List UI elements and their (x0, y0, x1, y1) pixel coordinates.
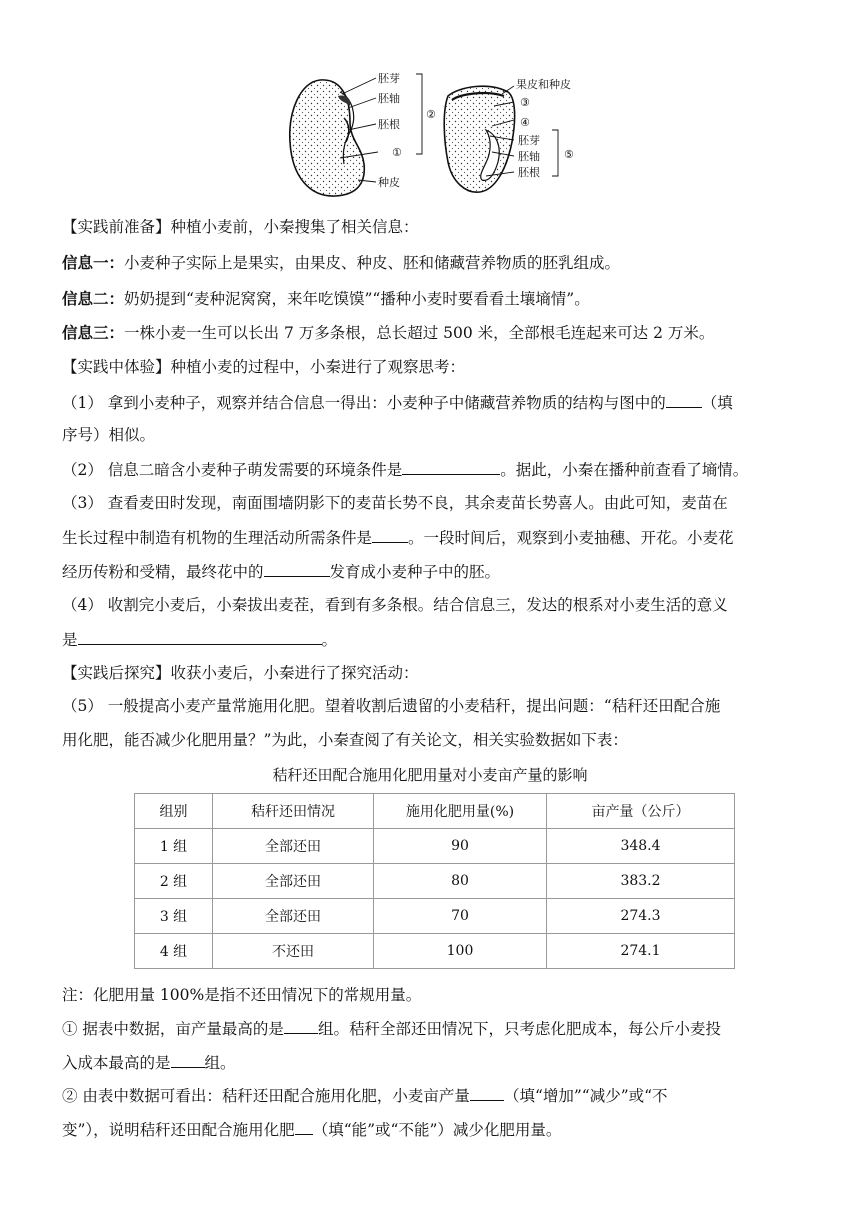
q3-text-a: （3） 查看麦田时发现，南面围墙阴影下的麦苗长势不良，其余麦苗长势喜人。由此可知，麦苗在 (62, 494, 728, 512)
wheat-label-hypocotyl: 胚轴 (518, 150, 540, 163)
cell-fertilizer: 70 (374, 899, 547, 934)
q4-line-1 (62, 596, 728, 615)
q4-text-b: 是 (62, 631, 78, 649)
bean-label-plumule: 胚芽 (378, 72, 400, 85)
header-fertilizer: 施用化肥用量(%) (374, 794, 547, 829)
cell-yield: 383.2 (547, 864, 735, 899)
bean-label-hypocotyl: 胚轴 (378, 92, 400, 105)
bean-label-radicle: 胚根 (378, 118, 400, 131)
q1-text-a: （1） 拿到小麦种子，观察并结合信息一得出：小麦种子中储藏营养物质的结构与图中的 (62, 394, 666, 412)
s1-line-2 (62, 1053, 236, 1073)
after-intro-line (62, 664, 419, 683)
prep-intro: 种植小麦前，小秦搜集了相关信息： (170, 218, 419, 236)
wheat-label-pericarp: 果皮和种皮 (516, 78, 571, 91)
q4-text-c: 。 (321, 631, 338, 649)
cell-group: 3 组 (135, 899, 213, 934)
q2-text-a: （2） 信息二暗含小麦种子萌发需要的环境条件是 (62, 461, 403, 479)
header-straw: 秸秆还田情况 (213, 794, 374, 829)
cell-yield: 274.1 (547, 934, 735, 969)
wheat-label-plumule: 胚芽 (518, 134, 540, 147)
q1-line-1 (62, 393, 733, 413)
s1-text-d: 组。 (204, 1054, 236, 1072)
bean-seed-drawing (290, 80, 365, 196)
q2-line (62, 460, 748, 480)
bean-label-2: ② (426, 108, 436, 121)
info2-line (62, 290, 590, 309)
q5-line-2 (62, 731, 628, 750)
q3-text-c: 。一段时间后，观察到小麦抽穗、开花。小麦花 (408, 529, 734, 547)
cell-yield: 348.4 (547, 829, 735, 864)
q2-text-b: 。据此，小秦在播种前查看了墒情。 (500, 461, 749, 479)
q1-line-2 (62, 426, 155, 445)
s2-blank-1[interactable] (470, 1086, 504, 1101)
q4-blank[interactable] (78, 630, 322, 645)
q5-text-b: 用化肥，能否减少化肥用量？”为此，小秦查阅了有关论文，相关实验数据如下表： (62, 731, 628, 749)
q1-text-b: （填 (701, 394, 733, 412)
prep-intro-line (62, 218, 419, 237)
s1-text-a: ① 据表中数据，亩产量最高的是 (62, 1020, 284, 1038)
header-yield: 亩产量（公斤） (547, 794, 735, 829)
s1-text-b: 组。秸秆全部还田情况下，只考虑化肥成本，每公斤小麦投 (317, 1020, 721, 1038)
q2-blank[interactable] (402, 460, 500, 475)
q3-line-3 (62, 562, 500, 582)
during-intro: 种植小麦的过程中，小秦进行了观察思考： (170, 358, 466, 376)
wheat-label-4: ④ (520, 116, 530, 129)
cell-fertilizer: 80 (374, 864, 547, 899)
q3-line-1 (62, 494, 728, 513)
during-intro-line (62, 358, 465, 377)
bean-label-seedcoat: 种皮 (378, 176, 400, 189)
cell-straw: 不还田 (213, 934, 374, 969)
cell-fertilizer: 100 (374, 934, 547, 969)
q3-blank-1[interactable] (372, 528, 408, 543)
cell-group: 1 组 (135, 829, 213, 864)
s1-blank-1[interactable] (284, 1019, 318, 1034)
info2-label: 信息二： (62, 289, 125, 308)
info1-label: 信息一： (62, 253, 125, 272)
cell-group: 2 组 (135, 864, 213, 899)
table-row (135, 899, 735, 934)
cell-straw: 全部还田 (213, 864, 374, 899)
cell-yield: 274.3 (547, 899, 735, 934)
info1-text: 小麦种子实际上是果实，由果皮、种皮、胚和储藏营养物质的胚乳组成。 (124, 254, 621, 272)
s2-line-1 (62, 1086, 668, 1106)
during-tag: 【实践中体验】 (62, 358, 171, 376)
s2-blank-2[interactable] (295, 1120, 313, 1135)
table-title: 秸秆还田配合施用化肥用量对小麦亩产量的影响 (272, 766, 588, 784)
after-tag: 【实践后探究】 (62, 664, 171, 682)
q3-line-2 (62, 528, 734, 548)
q1-text-c: 序号）相似。 (62, 426, 156, 444)
cell-straw: 全部还田 (213, 829, 374, 864)
s2-text-b: （填“增加”“减少”或“不 (503, 1087, 668, 1105)
wheat-label-radicle: 胚根 (518, 166, 540, 179)
info1-line (62, 254, 620, 273)
note-text: 注：化肥用量 100%是指不还田情况下的常规用量。 (62, 986, 422, 1004)
wheat-label-5: ⑤ (564, 148, 574, 161)
s2-text-c: 变”），说明秸秆还田配合施用化肥 (62, 1121, 295, 1139)
q3-blank-2[interactable] (264, 562, 330, 577)
info3-text: 一株小麦一生可以长出 7 万多条根，总长超过 500 米，全部根毛连起来可达 2 万米。 (124, 324, 715, 342)
wheat-grain-drawing (444, 86, 514, 192)
table-row (135, 829, 735, 864)
note-line (62, 986, 421, 1005)
s2-line-2 (62, 1120, 561, 1140)
q5-text-a: （5） 一般提高小麦产量常施用化肥。望着收割后遗留的小麦秸秆，提出问题：“秸秆还田配合施 (62, 697, 721, 715)
q3-text-e: 发育成小麦种子中的胚。 (329, 563, 501, 581)
table-row (135, 864, 735, 899)
q1-blank[interactable] (666, 393, 702, 408)
wheat-label-3: ③ (520, 96, 530, 109)
q3-text-b: 生长过程中制造有机物的生理活动所需条件是 (62, 529, 373, 547)
info3-label: 信息三： (62, 323, 125, 342)
cell-fertilizer: 90 (374, 829, 547, 864)
s2-text-a: ② 由表中数据可看出：秸秆还田配合施用化肥，小麦亩产量 (62, 1087, 470, 1105)
cell-group: 4 组 (135, 934, 213, 969)
table-row (135, 934, 735, 969)
prep-tag: 【实践前准备】 (62, 218, 171, 236)
s1-text-c: 入成本最高的是 (62, 1054, 171, 1072)
yield-table (134, 793, 735, 969)
q3-text-d: 经历传粉和受精，最终花中的 (62, 563, 264, 581)
header-group: 组别 (135, 794, 213, 829)
cell-straw: 全部还田 (213, 899, 374, 934)
s2-text-d: （填“能”或“不能”）减少化肥用量。 (312, 1121, 562, 1139)
q5-line-1 (62, 697, 720, 716)
s1-blank-2[interactable] (171, 1053, 205, 1068)
s1-line-1 (62, 1019, 721, 1039)
info2-text: 奶奶提到“麦种泥窝窝，来年吃馍馍”“播种小麦时要看看土壤墒情”。 (124, 290, 590, 308)
seed-structure-diagram (280, 72, 600, 202)
bean-label-1: ① (392, 146, 402, 159)
after-intro: 收获小麦后，小秦进行了探究活动： (170, 664, 419, 682)
table-header-row (135, 794, 735, 829)
q4-text-a: （4） 收割完小麦后，小秦拔出麦茬，看到有多条根。结合信息三，发达的根系对小麦生活的意义 (62, 596, 728, 614)
q4-line-2 (62, 630, 337, 650)
info3-line (62, 324, 714, 343)
